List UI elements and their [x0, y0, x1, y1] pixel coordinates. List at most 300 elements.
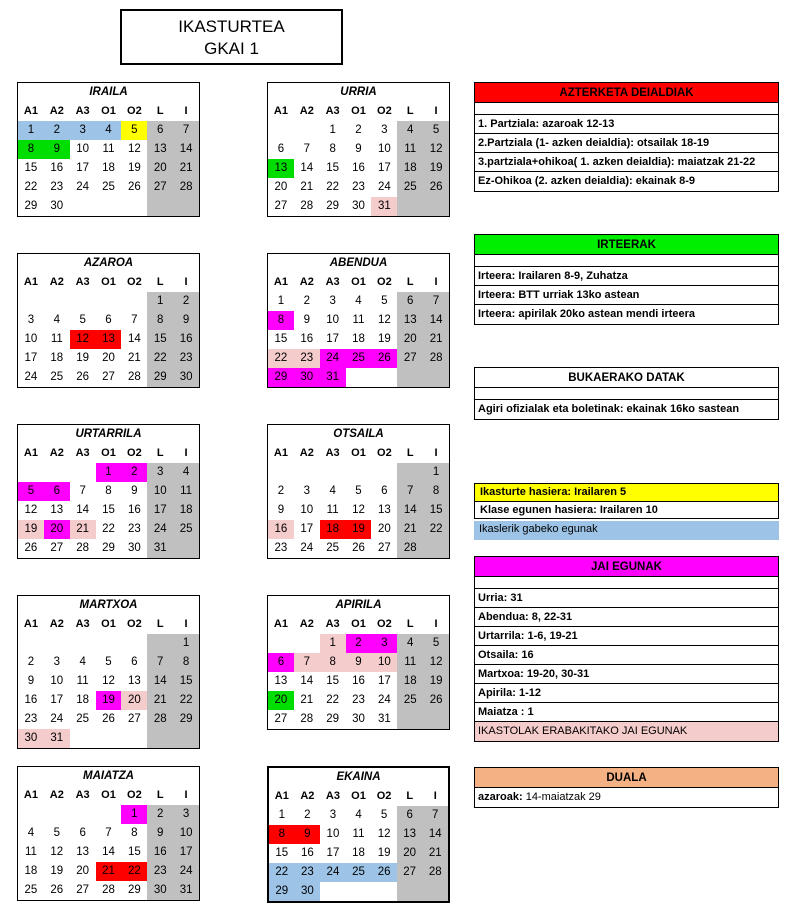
weekday-header — [268, 615, 449, 634]
jai-ikastolak: IKASTOLAK ERABAKITAKO JAI EGUNAK — [475, 722, 778, 741]
title-line2: GKAI 1 — [204, 39, 259, 58]
day-cell — [96, 805, 122, 824]
day-cell — [173, 539, 199, 558]
day-cell: 24 — [147, 520, 173, 539]
day-cell: 3 — [53, 656, 60, 668]
day-cell: 15 — [423, 501, 449, 520]
day-cell — [397, 463, 423, 482]
day-cell: 12 — [50, 846, 64, 858]
day-cell: 22 — [423, 520, 449, 539]
day-cell: 16 — [127, 504, 141, 516]
day-cell: 21 — [127, 352, 141, 364]
day-cell: 31 — [173, 881, 199, 900]
weekday-label: O1 — [351, 276, 366, 288]
blank-row — [475, 103, 778, 115]
day-cell: 26 — [352, 542, 365, 554]
day-cell: 10 — [173, 824, 199, 843]
weekday-header — [18, 786, 199, 805]
day-cell: 20 — [397, 844, 423, 863]
jai-panel — [474, 556, 779, 742]
day-cell: 10 — [24, 333, 38, 345]
duala-value: 14-maiatzak 29 — [522, 791, 601, 803]
day-cell: 10 — [300, 504, 314, 516]
day-cell: 16 — [352, 162, 365, 174]
weekday-label: A1 — [23, 618, 38, 630]
day-cell: 4 — [27, 827, 35, 839]
day-cell: 11 — [173, 482, 199, 501]
weekday-label: O2 — [377, 618, 392, 630]
weekday-label: L — [156, 105, 164, 117]
day-cell: 21 — [397, 520, 423, 539]
weekday-label: O1 — [101, 789, 116, 801]
day-cell: 25 — [50, 371, 64, 383]
day-cell: 4 — [355, 809, 362, 821]
day-cell: 9 — [346, 653, 372, 672]
weekday-label: O1 — [351, 105, 366, 117]
week-row — [268, 368, 449, 387]
day-cell: 14 — [397, 501, 423, 520]
weekday-label: A1 — [273, 447, 288, 459]
weekday-label: A1 — [23, 276, 38, 288]
day-cell: 2 — [121, 463, 147, 482]
weekday-label: A1 — [273, 105, 288, 117]
day-cell: 20 — [76, 865, 90, 877]
day-cell: 21 — [96, 862, 122, 881]
day-cell: 18 — [50, 352, 64, 364]
day-cell: 11 — [352, 828, 365, 840]
day-cell: 21 — [422, 844, 448, 863]
day-cell: 24 — [173, 862, 199, 881]
jai-item: Urria: 31 — [475, 589, 778, 608]
day-cell: 9 — [131, 485, 138, 497]
weekday-label: A1 — [273, 276, 288, 288]
day-cell — [70, 634, 96, 653]
weekday-label: A1 — [23, 105, 38, 117]
day-cell: 14 — [127, 333, 141, 345]
day-cell: 24 — [24, 371, 38, 383]
week-row — [18, 710, 199, 729]
day-cell: 19 — [423, 672, 449, 691]
day-cell — [70, 197, 96, 216]
day-cell: 18 — [173, 501, 199, 520]
weekday-label: A1 — [274, 790, 289, 802]
weekday-label: O1 — [351, 618, 366, 630]
day-cell: 4 — [329, 485, 336, 497]
day-cell: 4 — [96, 121, 122, 140]
day-cell — [320, 463, 346, 482]
day-cell: 26 — [423, 691, 449, 710]
day-cell — [121, 729, 147, 748]
day-cell: 15 — [326, 675, 340, 687]
day-cell: 6 — [79, 827, 86, 839]
day-cell: 2 — [346, 634, 372, 653]
title-box — [120, 9, 343, 65]
weekday-label: L — [406, 276, 414, 288]
day-cell: 30 — [352, 200, 365, 212]
day-cell: 25 — [326, 542, 340, 554]
weekday-label: A2 — [49, 105, 64, 117]
day-cell: 20 — [274, 181, 288, 193]
day-cell: 6 — [131, 656, 138, 668]
day-cell: 15 — [173, 672, 199, 691]
day-cell: 19 — [377, 333, 391, 345]
week-row — [268, 159, 449, 178]
weekday-label: L — [406, 790, 414, 802]
month-urria — [267, 82, 450, 217]
day-cell: 14 — [76, 504, 90, 516]
weekday-label: I — [434, 618, 438, 630]
weekday-label: A2 — [300, 790, 315, 802]
day-cell: 2 — [303, 295, 310, 307]
week-row — [18, 368, 199, 387]
day-cell: 22 — [326, 181, 340, 193]
day-cell: 28 — [422, 863, 448, 882]
day-cell: 10 — [371, 653, 397, 672]
month-title: OTSAILA — [333, 428, 384, 440]
day-cell: 22 — [24, 181, 38, 193]
day-cell: 18 — [397, 159, 423, 178]
duala-label: azaroak: — [478, 791, 523, 803]
irteerak-panel — [474, 234, 779, 325]
day-cell: 1 — [121, 805, 147, 824]
day-cell: 10 — [377, 143, 391, 155]
day-cell: 3 — [147, 463, 173, 482]
weekday-header — [268, 444, 449, 463]
weekday-label: A3 — [75, 105, 90, 117]
day-cell — [70, 729, 96, 748]
day-cell: 29 — [147, 368, 173, 387]
day-cell: 28 — [127, 371, 141, 383]
day-cell: 5 — [423, 121, 449, 140]
weekday-label: A3 — [75, 789, 90, 801]
day-cell: 17 — [377, 162, 391, 174]
day-cell: 20 — [147, 159, 173, 178]
day-cell: 7 — [105, 827, 112, 839]
day-cell: 19 — [96, 691, 122, 710]
day-cell — [18, 805, 44, 824]
day-cell — [423, 539, 449, 558]
day-cell: 5 — [18, 482, 44, 501]
weekday-header — [18, 102, 199, 121]
day-cell: 27 — [274, 200, 288, 212]
day-cell — [173, 197, 199, 216]
day-cell: 17 — [300, 523, 314, 535]
month-iraila — [17, 82, 200, 217]
day-cell: 22 — [326, 694, 340, 706]
day-cell: 17 — [50, 694, 64, 706]
day-cell: 23 — [24, 713, 38, 725]
day-cell: 27 — [127, 713, 141, 725]
day-cell: 25 — [397, 691, 423, 710]
weekday-header — [268, 273, 449, 292]
weekday-label: O2 — [377, 447, 392, 459]
blank-row — [475, 388, 778, 400]
weekday-label: O2 — [377, 105, 392, 117]
day-cell: 20 — [102, 352, 115, 364]
day-cell: 19 — [76, 352, 90, 364]
day-cell — [268, 121, 294, 140]
day-cell: 14 — [300, 675, 314, 687]
weekday-label: A2 — [49, 789, 64, 801]
bukaera-item: Agiri ofizialak eta boletinak: ekainak 16ko sastean — [478, 403, 740, 415]
day-cell: 1 — [320, 634, 346, 653]
jai-item: Martxoa: 19-20, 30-31 — [475, 665, 778, 684]
day-cell: 13 — [377, 504, 391, 516]
month-ekaina — [267, 766, 450, 903]
week-row — [18, 330, 199, 349]
day-cell: 28 — [173, 178, 199, 197]
week-row — [18, 349, 199, 368]
weekday-label: I — [434, 447, 438, 459]
day-cell: 13 — [96, 330, 122, 349]
weekday-label: L — [156, 789, 164, 801]
day-cell — [294, 463, 320, 482]
day-cell: 11 — [326, 504, 339, 516]
day-cell: 30 — [294, 368, 320, 387]
day-cell: 29 — [102, 542, 115, 554]
day-cell — [70, 463, 96, 482]
week-row — [18, 482, 199, 501]
weekday-label: O2 — [127, 447, 142, 459]
weekday-label: A3 — [325, 447, 340, 459]
day-cell: 21 — [70, 520, 96, 539]
day-cell: 16 — [147, 843, 173, 862]
day-cell: 27 — [102, 371, 115, 383]
month-abendua — [267, 253, 450, 388]
day-cell: 20 — [397, 330, 423, 349]
week-row — [18, 197, 199, 216]
day-cell: 14 — [422, 825, 448, 844]
day-cell — [44, 805, 70, 824]
day-cell: 19 — [377, 847, 391, 859]
day-cell: 8 — [147, 311, 173, 330]
week-row — [18, 311, 199, 330]
day-cell: 8 — [329, 143, 336, 155]
week-row — [18, 672, 199, 691]
day-cell: 2 — [355, 124, 362, 136]
day-cell: 23 — [294, 349, 320, 368]
day-cell: 22 — [173, 691, 199, 710]
day-cell: 4 — [173, 463, 199, 482]
week-row — [268, 501, 449, 520]
day-cell: 18 — [352, 333, 365, 345]
month-title: URTARRILA — [75, 428, 142, 440]
day-cell: 16 — [173, 330, 199, 349]
day-cell: 8 — [131, 827, 138, 839]
day-cell: 9 — [303, 314, 310, 326]
day-cell: 4 — [397, 634, 423, 653]
day-cell: 16 — [352, 675, 365, 687]
day-cell: 22 — [102, 523, 115, 535]
day-cell: 31 — [371, 197, 397, 216]
day-cell — [268, 463, 294, 482]
weekday-label: A2 — [49, 618, 64, 630]
day-cell — [423, 710, 449, 729]
day-cell: 29 — [326, 713, 340, 725]
day-cell: 2 — [147, 805, 173, 824]
weekday-label: L — [156, 447, 164, 459]
day-cell: 17 — [326, 333, 340, 345]
day-cell — [346, 368, 372, 387]
duala-panel — [474, 767, 779, 808]
day-cell: 18 — [102, 162, 115, 174]
weekday-label: O2 — [377, 276, 392, 288]
day-cell: 25 — [76, 713, 90, 725]
day-cell: 10 — [326, 828, 340, 840]
weekday-label: A3 — [75, 618, 90, 630]
day-cell: 8 — [320, 653, 346, 672]
day-cell — [422, 882, 448, 901]
day-cell: 11 — [24, 846, 37, 858]
day-cell: 16 — [24, 694, 38, 706]
day-cell: 25 — [102, 181, 115, 193]
day-cell — [268, 634, 294, 653]
day-cell: 31 — [44, 729, 70, 748]
week-row — [269, 844, 448, 863]
day-cell: 1 — [423, 463, 449, 482]
weekday-label: O2 — [127, 789, 142, 801]
day-cell: 7 — [147, 653, 173, 672]
day-cell: 23 — [274, 542, 288, 554]
weekday-header — [18, 615, 199, 634]
day-cell: 26 — [371, 349, 397, 368]
week-row — [18, 178, 199, 197]
day-cell: 12 — [70, 330, 96, 349]
day-cell: 5 — [423, 634, 449, 653]
week-row — [269, 882, 448, 901]
weekday-label: A3 — [325, 276, 340, 288]
day-cell: 29 — [173, 710, 199, 729]
week-row — [268, 520, 449, 539]
weekday-label: I — [184, 618, 188, 630]
day-cell: 25 — [346, 349, 372, 368]
day-cell: 6 — [147, 121, 173, 140]
day-cell: 24 — [76, 181, 90, 193]
weekday-label: I — [184, 105, 188, 117]
week-row — [268, 349, 449, 368]
month-title: AZAROA — [83, 257, 134, 269]
day-cell: 30 — [352, 713, 365, 725]
day-cell: 13 — [397, 825, 423, 844]
day-cell: 6 — [381, 485, 388, 497]
day-cell: 19 — [346, 520, 372, 539]
day-cell: 8 — [423, 482, 449, 501]
day-cell: 22 — [121, 862, 147, 881]
day-cell: 15 — [127, 846, 141, 858]
day-cell: 2 — [44, 121, 70, 140]
week-row — [268, 197, 449, 216]
day-cell: 23 — [50, 181, 64, 193]
week-row — [18, 159, 199, 178]
day-cell: 15 — [326, 162, 340, 174]
month-azaroa — [17, 253, 200, 388]
day-cell: 1 — [278, 809, 285, 821]
month-title: ABENDUA — [329, 257, 388, 269]
week-row — [18, 539, 199, 558]
day-cell: 18 — [24, 865, 38, 877]
week-row — [268, 463, 449, 482]
day-cell: 17 — [76, 162, 90, 174]
day-cell: 19 — [127, 162, 141, 174]
weekday-label: I — [184, 276, 188, 288]
day-cell — [121, 634, 147, 653]
week-row — [268, 121, 449, 140]
day-cell: 5 — [53, 827, 60, 839]
day-cell: 25 — [24, 884, 38, 896]
week-row — [268, 672, 449, 691]
day-cell — [423, 368, 449, 387]
day-cell: 3 — [70, 121, 96, 140]
day-cell: 13 — [50, 504, 64, 516]
day-cell: 9 — [27, 675, 35, 687]
weekday-label: A2 — [49, 447, 64, 459]
day-cell: 14 — [423, 311, 449, 330]
azterketa-title: AZTERKETA DEIALDIAK — [475, 83, 778, 103]
week-row — [18, 634, 199, 653]
day-cell: 27 — [76, 884, 90, 896]
weekday-label: L — [156, 276, 164, 288]
day-cell — [96, 292, 122, 311]
day-cell: 29 — [127, 884, 141, 896]
day-cell: 20 — [44, 520, 70, 539]
day-cell: 30 — [295, 882, 321, 901]
day-cell: 3 — [381, 124, 388, 136]
weekday-label: O1 — [351, 790, 366, 802]
day-cell: 8 — [268, 311, 294, 330]
week-row — [268, 710, 449, 729]
day-cell: 1 — [147, 292, 173, 311]
day-cell: 1 — [173, 634, 199, 653]
legend-klase: Klase egunen hasiera: Irailaren 10 — [474, 501, 779, 519]
day-cell: 12 — [423, 653, 449, 672]
weekday-label: A3 — [325, 618, 340, 630]
day-cell: 17 — [173, 843, 199, 862]
day-cell: 27 — [397, 863, 423, 882]
day-cell — [121, 292, 147, 311]
day-cell: 24 — [377, 181, 391, 193]
day-cell: 4 — [397, 121, 423, 140]
day-cell: 28 — [397, 539, 423, 558]
bukaera-title: BUKAERAKO DATAK — [475, 368, 778, 388]
day-cell: 23 — [147, 862, 173, 881]
day-cell: 28 — [147, 710, 173, 729]
day-cell: 10 — [326, 314, 340, 326]
day-cell: 1 — [329, 124, 336, 136]
day-cell: 13 — [268, 159, 294, 178]
day-cell: 15 — [102, 504, 115, 516]
month-maiatza — [17, 766, 200, 901]
week-row — [268, 482, 449, 501]
week-row — [18, 843, 199, 862]
day-cell: 17 — [326, 847, 340, 859]
week-row — [18, 691, 199, 710]
week-row — [18, 881, 199, 900]
day-cell: 7 — [79, 485, 86, 497]
azterketa-item: 2.Partziala (1- azken deialdia): otsailak 18-19 — [475, 134, 778, 153]
day-cell: 16 — [50, 162, 64, 174]
irteerak-item: Irteera: BTT urriak 13ko astean — [475, 286, 778, 305]
day-cell — [371, 368, 397, 387]
day-cell — [423, 197, 449, 216]
jai-item: Apirila: 1-12 — [475, 684, 778, 703]
day-cell: 6 — [105, 314, 112, 326]
day-cell — [397, 368, 423, 387]
day-cell: 21 — [300, 181, 314, 193]
day-cell — [294, 121, 320, 140]
weekday-label: A3 — [75, 447, 90, 459]
week-row — [18, 862, 199, 881]
day-cell — [371, 463, 397, 482]
